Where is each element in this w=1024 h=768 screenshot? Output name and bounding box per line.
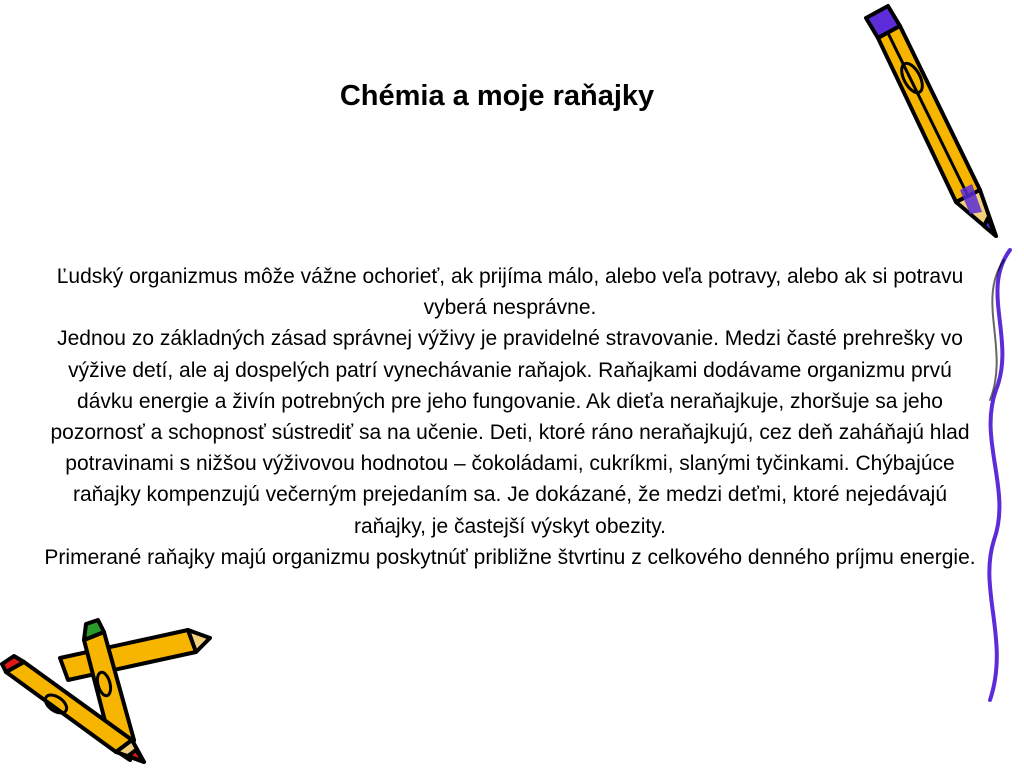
body-paragraph-2: Jednou zo základných zásad správnej výživy je pravidelné stravovanie. Medzi časté prehrešky vo výžive detí, ale aj dospelých patrí vynechávanie raňajok. Raňajkami dodávame organizmu prvú dávku energie a živín potrebných pre jeho fungovanie. Ak dieťa neraňajkuje, zhoršuje sa jeho pozornosť a schopnosť sústrediť sa na učenie. Deti, ktoré ráno neraňajkujú, cez deň zaháňajú hlad potravinami s nižšou výživovou hodnotou – čokoládami, cukríkmi, slanými tyčinkami. Chýbajúce raňajky kompenzujú večerným prejedaním sa. Je dokázané, že medzi deťmi, ktoré nejedávajú raňajky, je častejší výskyt obezity. xyxy=(50,327,970,538)
body-paragraph-1: Ľudský organizmus môže vážne ochorieť, ak prijíma málo, alebo veľa potravy, alebo ak si potravu vyberá nesprávne. xyxy=(56,265,964,320)
pencil-icon-top-right xyxy=(850,0,1024,250)
body-paragraph-3: Primerané raňajky majú organizmu poskytnúť približne štvrtinu z celkového denného príjmu energie. xyxy=(44,545,976,569)
wavy-line-decor xyxy=(960,230,1024,730)
slide-body xyxy=(40,261,980,573)
pencils-icon-bottom-left xyxy=(0,600,220,768)
slide-title: Chémia a moje raňajky xyxy=(339,80,655,112)
